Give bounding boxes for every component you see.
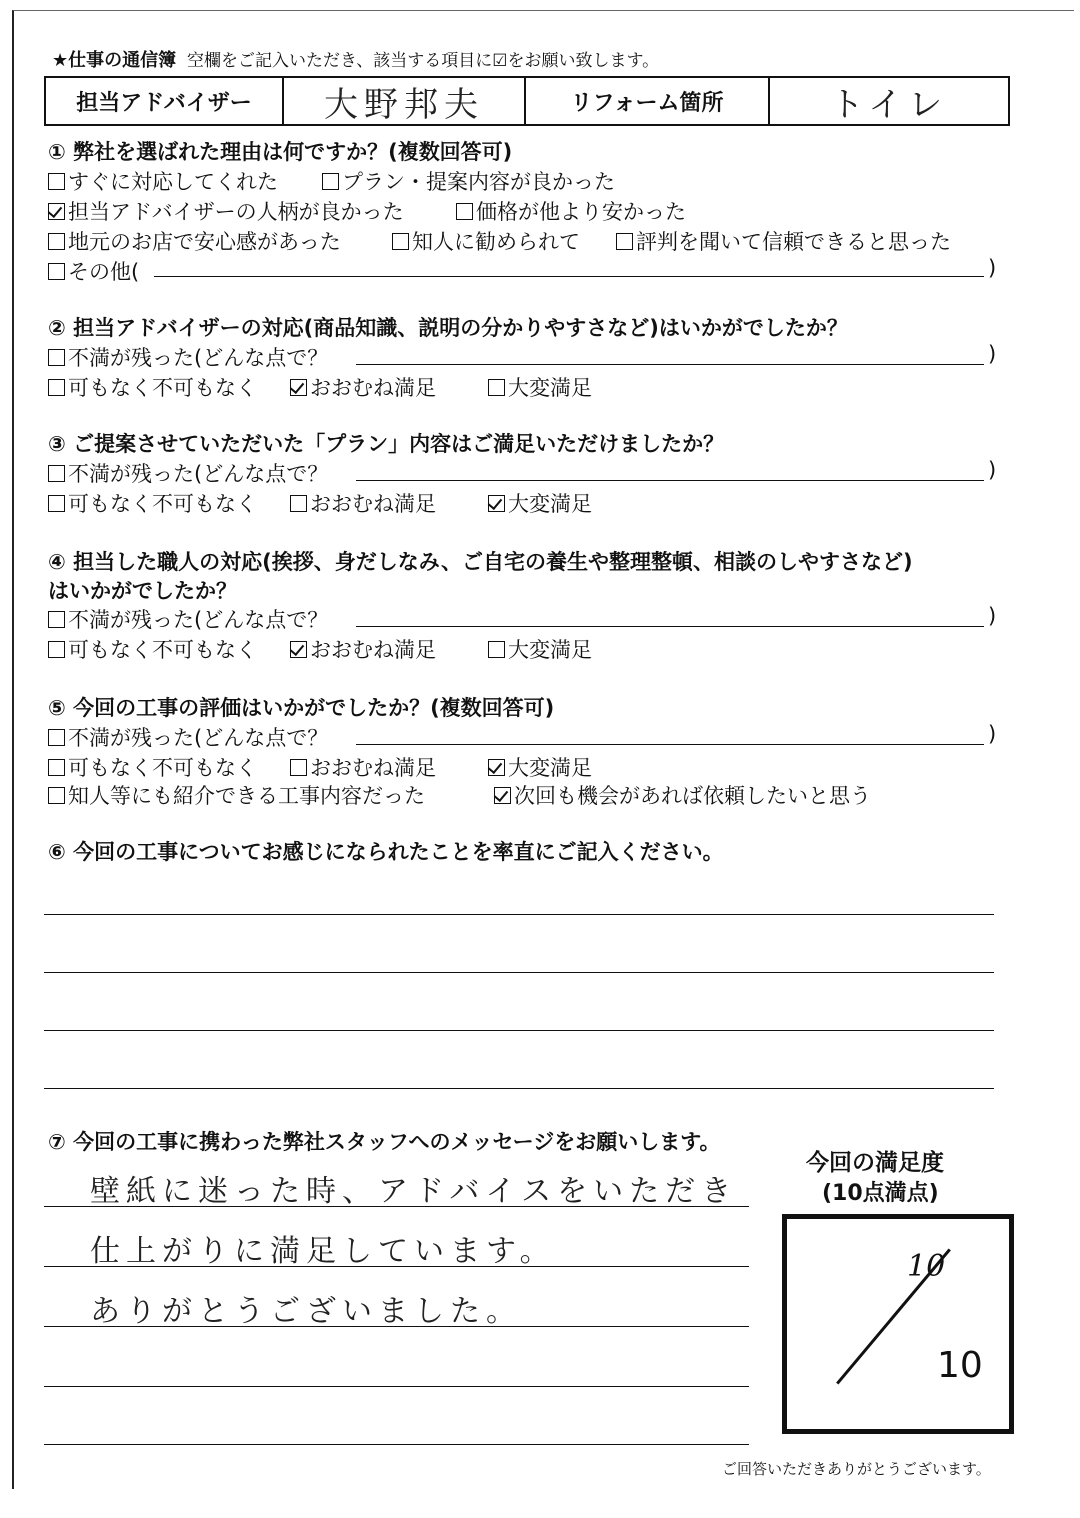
q1-option[interactable]: すぐに対応してくれた bbox=[48, 166, 278, 196]
advisor-name[interactable]: 大野邦夫 bbox=[284, 78, 526, 124]
score-given[interactable]: 10 bbox=[907, 1249, 946, 1284]
q7-writing-line bbox=[44, 1206, 749, 1207]
score-box[interactable] bbox=[782, 1214, 1014, 1434]
score-label: 今回の満足度 bbox=[806, 1150, 944, 1176]
q6-writing-line[interactable] bbox=[44, 972, 994, 973]
q1-option[interactable]: 担当アドバイザーの人柄が良かった bbox=[48, 196, 404, 226]
checkbox-checked[interactable] bbox=[494, 787, 511, 804]
q5-unsatisfied[interactable]: 不満が残った(どんな点で？ bbox=[48, 722, 328, 752]
checkbox-checked[interactable] bbox=[48, 203, 65, 220]
paren-close: ) bbox=[988, 604, 997, 628]
checkbox-checked[interactable] bbox=[488, 495, 505, 512]
checkbox[interactable] bbox=[488, 641, 505, 658]
q5-option[interactable]: 知人等にも紹介できる工事内容だった bbox=[48, 780, 425, 810]
paren-close: ) bbox=[988, 458, 997, 482]
q7-writing-line[interactable] bbox=[44, 1386, 749, 1387]
checkbox[interactable] bbox=[48, 611, 65, 628]
checkbox[interactable] bbox=[48, 759, 65, 776]
advisor-label: 担当アドバイザー bbox=[46, 78, 284, 124]
q2-option[interactable]: おおむね満足 bbox=[290, 372, 436, 402]
q6-question: ⑥ 今回の工事についてお感じになられたことを率直にご記入ください。 bbox=[48, 840, 724, 864]
q5-option[interactable]: 大変満足 bbox=[488, 752, 592, 782]
q1-option[interactable]: 知人に勧められて bbox=[392, 226, 580, 256]
checkbox[interactable] bbox=[290, 495, 307, 512]
q6-writing-line[interactable] bbox=[44, 1088, 994, 1089]
q5-question: ⑤ 今回の工事の評価はいかがでしたか？(複数回答可) bbox=[48, 696, 555, 720]
checkbox[interactable] bbox=[48, 641, 65, 658]
checkbox[interactable] bbox=[616, 233, 633, 250]
q6-writing-line[interactable] bbox=[44, 914, 994, 915]
checkbox[interactable] bbox=[48, 787, 65, 804]
checkbox[interactable] bbox=[48, 729, 65, 746]
q3-option[interactable]: 大変満足 bbox=[488, 488, 592, 518]
q5-option[interactable]: 次回も機会があれば依頼したいと思う bbox=[494, 780, 871, 810]
q4-option[interactable]: おおむね満足 bbox=[290, 634, 436, 664]
checkbox[interactable] bbox=[48, 465, 65, 482]
checkbox[interactable] bbox=[48, 379, 65, 396]
form-instruction: 空欄をご記入いただき、該当する項目に☑をお願い致します。 bbox=[186, 51, 660, 71]
checkbox[interactable] bbox=[48, 263, 65, 280]
checkbox-checked[interactable] bbox=[290, 641, 307, 658]
checkbox[interactable] bbox=[392, 233, 409, 250]
q2-option[interactable]: 大変満足 bbox=[488, 372, 592, 402]
score-max: 10 bbox=[937, 1345, 983, 1386]
q4-unsatisfied[interactable]: 不満が残った(どんな点で？ bbox=[48, 604, 328, 634]
q4-option[interactable]: 大変満足 bbox=[488, 634, 592, 664]
q3-unsatisfied[interactable]: 不満が残った(どんな点で？ bbox=[48, 458, 328, 488]
checkbox[interactable] bbox=[48, 349, 65, 366]
q1-option[interactable]: 地元のお店で安心感があった bbox=[48, 226, 341, 256]
checkbox[interactable] bbox=[488, 379, 505, 396]
q7-question: ⑦ 今回の工事に携わった弊社スタッフへのメッセージをお願いします。 bbox=[48, 1130, 721, 1154]
q5-line[interactable] bbox=[356, 744, 984, 745]
checkbox[interactable] bbox=[322, 173, 339, 190]
q1-option-other[interactable]: その他( bbox=[48, 256, 139, 286]
paren-close: ) bbox=[988, 342, 997, 366]
q3-option[interactable]: 可もなく不可もなく bbox=[48, 488, 257, 518]
q4-line[interactable] bbox=[356, 626, 984, 627]
q1-option[interactable]: 評判を聞いて信頼できると思った bbox=[616, 226, 951, 256]
q7-writing-line[interactable] bbox=[44, 1444, 749, 1445]
q3-question: ③ ご提案させていただいた「プラン」内容はご満足いただけましたか？ bbox=[48, 432, 725, 456]
q3-option[interactable]: おおむね満足 bbox=[290, 488, 436, 518]
q7-writing-line bbox=[44, 1326, 749, 1327]
q2-option[interactable]: 可もなく不可もなく bbox=[48, 372, 257, 402]
q2-question: ② 担当アドバイザーの対応(商品知識、説明の分かりやすさなど)はいかがでしたか？ bbox=[48, 316, 848, 340]
paren-close: ) bbox=[988, 722, 997, 746]
checkbox[interactable] bbox=[48, 173, 65, 190]
q1-option[interactable]: 価格が他より安かった bbox=[456, 196, 686, 226]
footer-thanks: ご回答いただきありがとうございます。 bbox=[722, 1460, 991, 1478]
q2-line[interactable] bbox=[356, 364, 984, 365]
header-table bbox=[44, 76, 1010, 126]
q7-writing-line bbox=[44, 1266, 749, 1267]
q4-option[interactable]: 可もなく不可もなく bbox=[48, 634, 257, 664]
q2-unsatisfied[interactable]: 不満が残った(どんな点で？ bbox=[48, 342, 328, 372]
q1-question: ① 弊社を選ばれた理由は何ですか？(複数回答可) bbox=[48, 140, 513, 164]
q7-message-line[interactable]: ありがとうございました。 bbox=[90, 1294, 522, 1329]
checkbox-checked[interactable] bbox=[290, 379, 307, 396]
location-label: リフォーム箇所 bbox=[526, 78, 770, 124]
q5-option[interactable]: 可もなく不可もなく bbox=[48, 752, 257, 782]
q5-option[interactable]: おおむね満足 bbox=[290, 752, 436, 782]
checkbox[interactable] bbox=[48, 495, 65, 512]
q4-question-cont: はいかがでしたか？ bbox=[48, 579, 237, 603]
form-title-main: ★仕事の通信簿 bbox=[52, 50, 177, 71]
score-sublabel: (10点満点) bbox=[822, 1181, 939, 1206]
q7-message-line[interactable]: 仕上がりに満足しています。 bbox=[90, 1234, 556, 1269]
q3-line[interactable] bbox=[356, 480, 984, 481]
q6-writing-line[interactable] bbox=[44, 1030, 994, 1031]
q1-option[interactable]: プラン・提案内容が良かった bbox=[322, 166, 615, 196]
checkbox[interactable] bbox=[290, 759, 307, 776]
checkbox[interactable] bbox=[456, 203, 473, 220]
checkbox-checked[interactable] bbox=[488, 759, 505, 776]
checkbox[interactable] bbox=[48, 233, 65, 250]
q1-other-line[interactable] bbox=[154, 276, 984, 277]
form-title bbox=[52, 46, 659, 72]
paren-close: ) bbox=[988, 256, 997, 280]
q4-question: ④ 担当した職人の対応(挨拶、身だしなみ、ご自宅の養生や整理整頓、相談のしやすさなど) bbox=[48, 550, 913, 574]
location-value[interactable]: トイレ bbox=[829, 84, 949, 125]
q7-message-line[interactable]: 壁紙に迷った時、アドバイスをいただき bbox=[90, 1174, 738, 1209]
